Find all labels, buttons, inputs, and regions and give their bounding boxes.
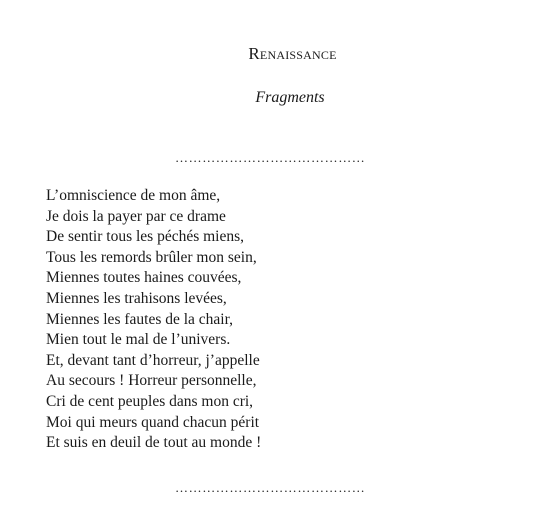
poem-line: Mien tout le mal de l’univers.	[46, 331, 231, 349]
dotted-separator-top: ……………………………………	[175, 150, 366, 165]
poem-title: Renaissance	[248, 44, 337, 63]
poem-line: Miennes les trahisons levées,	[46, 289, 227, 307]
dotted-separator-bottom: ……………………………………	[175, 480, 366, 495]
poem-line: Cri de cent peuples dans mon cri,	[46, 392, 254, 410]
poem-line: Au secours ! Horreur personnelle,	[46, 372, 257, 390]
poem-line: L’omniscience de mon âme,	[46, 187, 221, 204]
poem-subtitle: Fragments	[255, 89, 325, 106]
poem-stanza	[46, 186, 446, 454]
poem-line: Miennes toutes haines couvées,	[46, 269, 242, 287]
poem-line: Et suis en deuil de tout au monde !	[46, 434, 262, 452]
poem-line: Tous les remords brûler mon sein,	[46, 248, 257, 266]
poem-line: Miennes les fautes de la chair,	[46, 310, 234, 328]
poem-line: Moi qui meurs quand chacun périt	[46, 413, 260, 431]
poem-line: Je dois la payer par ce drame	[46, 207, 226, 225]
poem-line: Et, devant tant d’horreur, j’appelle	[46, 351, 260, 369]
poem-line: De sentir tous les péchés miens,	[46, 228, 245, 246]
